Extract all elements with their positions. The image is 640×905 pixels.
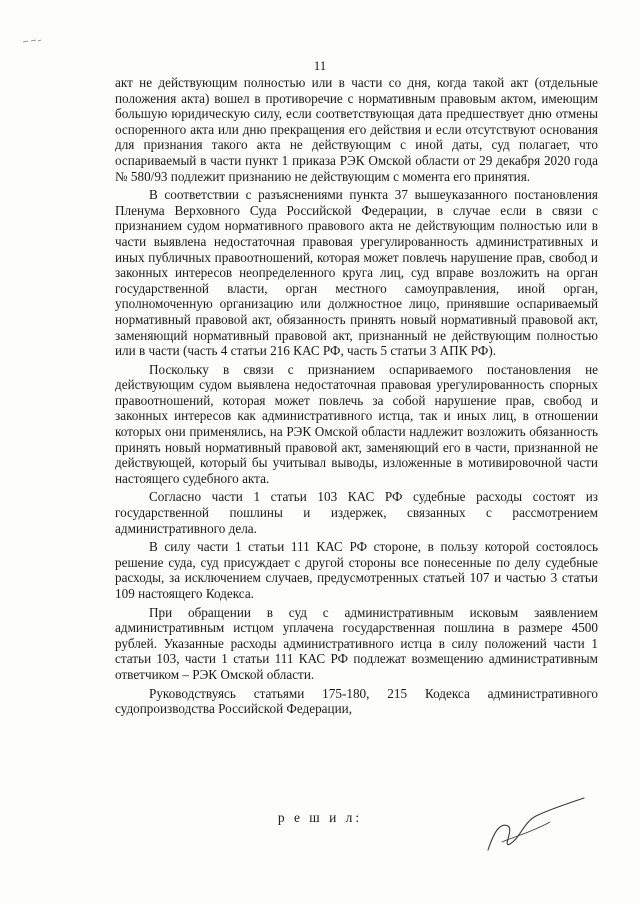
paragraph: Поскольку в связи с признанием оспариваемого постановления не действующим судом выявлена недостаточная правовая урегулированность спорных правоотношений, которая может повлечь за собой нарушение прав, свобод и законных интересов как административного истца, так и иных лиц, в отношении которых они применялись, на РЭК Омской области надлежит возложить обязанность принять новый нормативный правовой акт, заменяющий его в части, признанной не действующей, который бы учитывал выводы, изложенные в мотивировочной части настоящего судебного акта. — [115, 361, 598, 486]
scan-mark — [22, 38, 42, 44]
paragraph: Руководствуясь статьями 175-180, 215 Кодекса административного судопроизводства Российской Федерации, — [115, 685, 598, 717]
page-number: 11 — [313, 58, 327, 73]
paragraph: При обращении в суд с административным исковым заявлением административным истцом уплачена государственная пошлина в размере 4500 рублей. Указанные расходы административного истца в силу положений части 1 статьи 103, части 1 статьи 111 КАС РФ подлежат возмещению административным ответчиком – РЭК Омской области. — [115, 604, 598, 682]
handwritten-signature — [480, 792, 590, 862]
decision-heading: р е ш и л: — [277, 810, 363, 825]
paragraph: Согласно части 1 статьи 103 КАС РФ судебные расходы состоят из государственной пошлины и издержек, связанных с рассмотрением административного дела. — [115, 489, 598, 536]
paragraph: В соответствии с разъяснениями пункта 37 вышеуказанного постановления Пленума Верховного Суда Российской Федерации, в случае если в связи с признанием судом нормативного правового акта не действующим полностью или в части выявлена недостаточная правовая урегулированность административных и иных публичных правоотношений, которая может повлечь нарушение прав, свобод и законных интересов неопределенного круга лиц, суд вправе возложить на орган государственной власти, орган местного самоуправления, иной орган, уполномоченную организацию или должностное лицо, принявшие оспариваемый нормативный правовой акт, обязанность принять новый нормативный правовой акт, заменяющий нормативный правовой акт, признанный не действующим полностью или в части (часть 4 статьи 216 КАС РФ, часть 5 статьи 3 АПК РФ). — [115, 187, 598, 359]
document-body — [115, 75, 598, 717]
paragraph: В силу части 1 статьи 111 КАС РФ стороне, в пользу которой состоялось решение суда, суд присуждает с другой стороны все понесенные по делу судебные расходы, за исключением случаев, предусмотренных статьей 107 и частью 3 статьи 109 настоящего Кодекса. — [115, 539, 598, 601]
paragraph: акт не действующим полностью или в части со дня, когда такой акт (отдельные положения акта) вошел в противоречие с нормативным правовым актом, имеющим большую юридическую силу, если соответствующая дата предшествует дню отмены оспоренного акта или дню прекращения его действия и если отсутствуют основания для признания такого акта не действующим с иной даты, суд полагает, что оспариваемый в части пункт 1 приказа РЭК Омской области от 29 декабря 2020 года № 580/93 подлежит признанию не действующим с момента его принятия. — [115, 75, 598, 184]
